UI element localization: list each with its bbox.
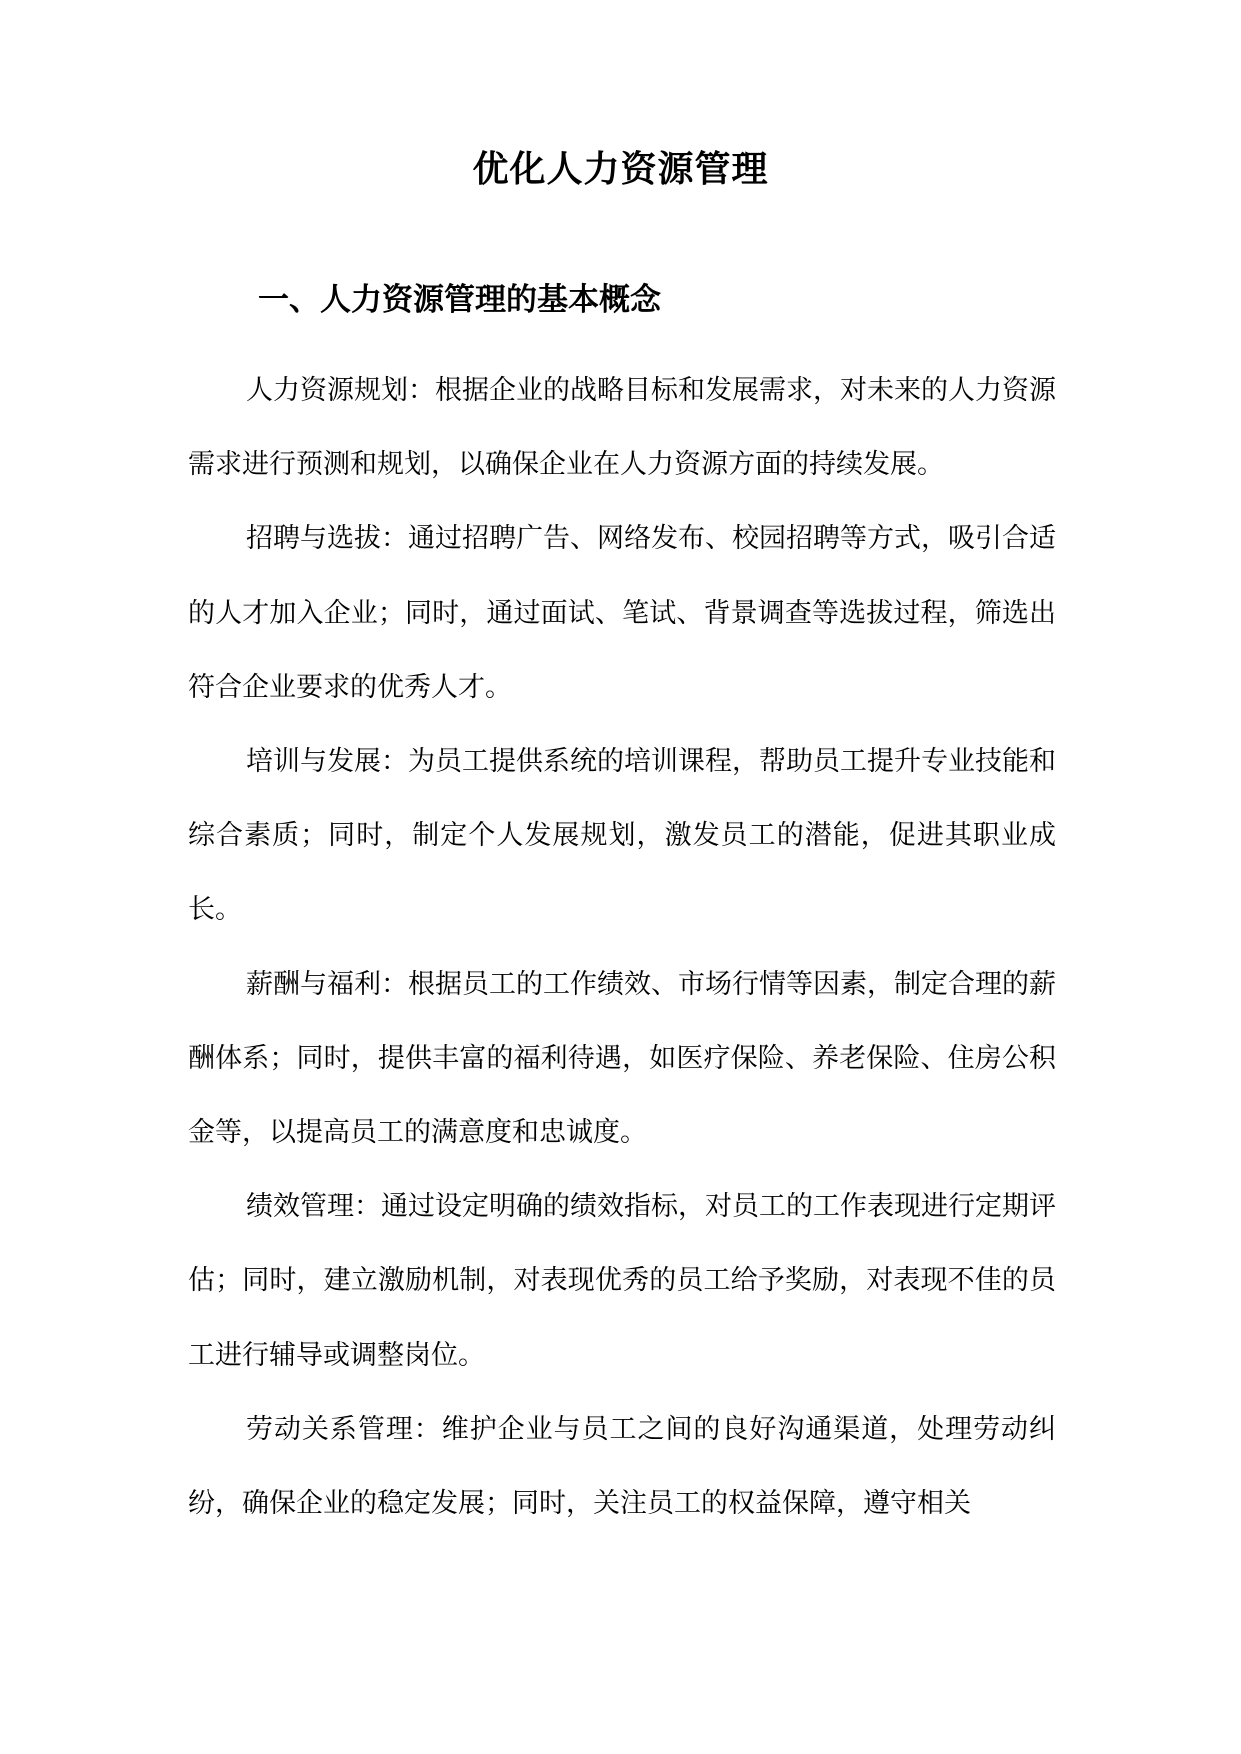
paragraph-training: 培训与发展：为员工提供系统的培训课程，帮助员工提升专业技能和综合素质；同时，制定个人发展规划，激发员工的潜能，促进其职业成长。 — [188, 746, 1056, 926]
paragraph-recruitment: 招聘与选拔：通过招聘广告、网络发布、校园招聘等方式，吸引合适的人才加入企业；同时，通过面试、笔试、背景调查等选拔过程，筛选出符合企业要求的优秀人才。 — [188, 523, 1056, 703]
page-title: 优化人力资源管理 — [472, 148, 769, 190]
section-heading: 一、人力资源管理的基本概念 — [258, 282, 661, 318]
paragraph-hr-planning: 人力资源规划：根据企业的战略目标和发展需求，对未来的人力资源需求进行预测和规划，以确保企业在人力资源方面的持续发展。 — [188, 375, 1056, 481]
body-text — [188, 354, 1056, 1541]
paragraph-compensation: 薪酬与福利：根据员工的工作绩效、市场行情等因素，制定合理的薪酬体系；同时，提供丰富的福利待遇，如医疗保险、养老保险、住房公积金等，以提高员工的满意度和忠诚度。 — [188, 968, 1056, 1149]
paragraph-performance: 绩效管理：通过设定明确的绩效指标，对员工的工作表现进行定期评估；同时，建立激励机制，对表现优秀的员工给予奖励，对表现不佳的员工进行辅导或调整岗位。 — [188, 1191, 1056, 1371]
paragraph-labor-relations: 劳动关系管理：维护企业与员工之间的良好沟通渠道，处理劳动纠纷，确保企业的稳定发展；同时，关注员工的权益保障，遵守相关 — [188, 1413, 1056, 1520]
